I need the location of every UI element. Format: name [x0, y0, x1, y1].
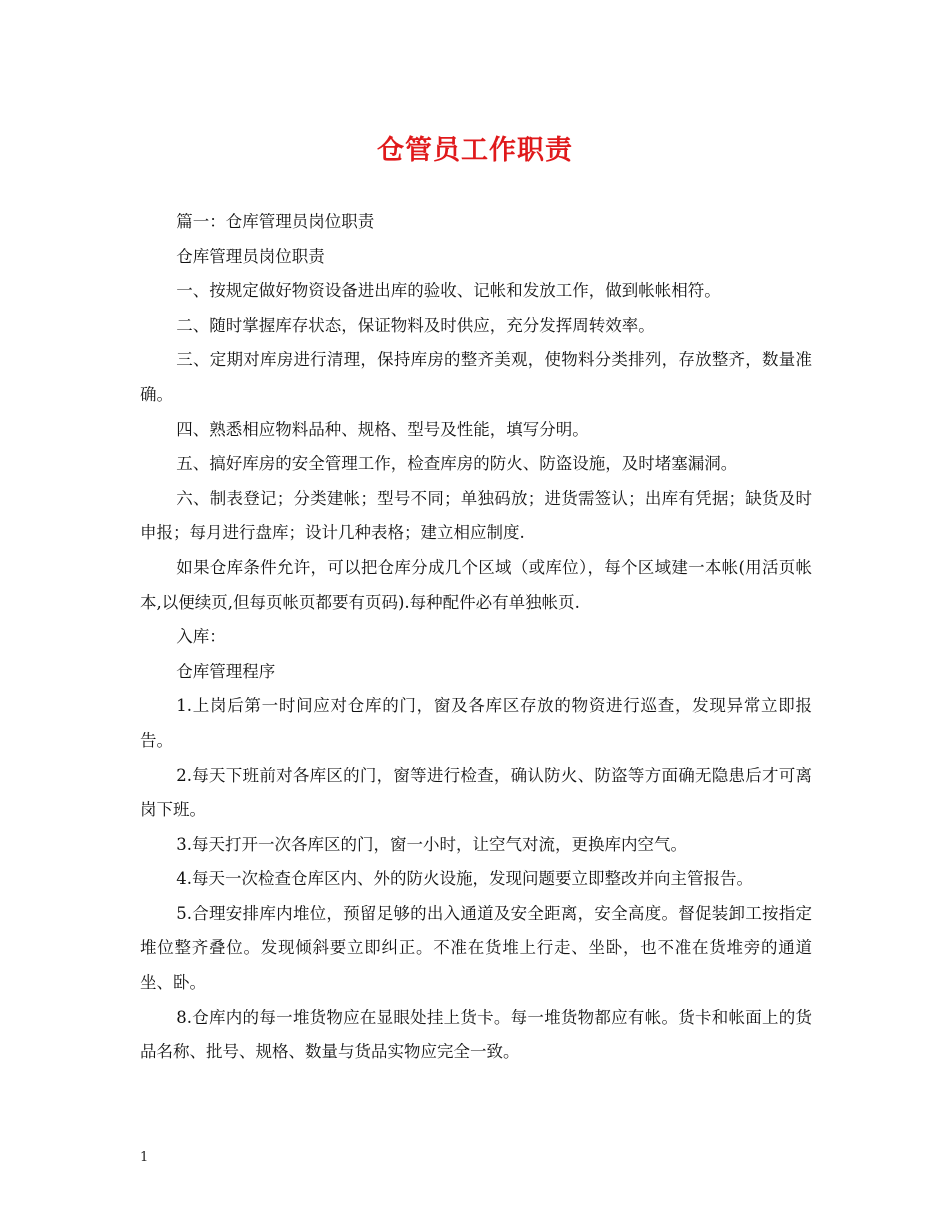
- document-body: [140, 205, 812, 1070]
- paragraph: 仓库管理员岗位职责: [176, 246, 325, 266]
- paragraph: 篇一：仓库管理员岗位职责: [176, 212, 375, 231]
- paragraph: 仓库管理程序: [176, 661, 276, 681]
- paragraph: 1.上岗后第一时间应对仓库的门，窗及各库区存放的物资进行巡查，发现异常立即报告。: [140, 696, 812, 750]
- paragraph: 二、随时掌握库存状态，保证物料及时供应，充分发挥周转效率。: [176, 315, 655, 335]
- paragraph: 如果仓库条件允许，可以把仓库分成几个区域（或库位），每个区域建一本帐(用活页帐本,以便续页,但每页帐页都要有页码).每种配件必有单独帐页.: [140, 557, 812, 612]
- paragraph: 4.每天一次检查仓库区内、外的防火设施，发现问题要立即整改并向主管报告。: [176, 869, 754, 889]
- paragraph: 四、熟悉相应物料品种、规格、型号及性能，填写分明。: [176, 419, 589, 439]
- paragraph: 8.仓库内的每一堆货物应在显眼处挂上货卡。每一堆货物都应有帐。货卡和帐面上的货品名称、批号、规格、数量与货品实物应完全一致。: [140, 1007, 812, 1062]
- page-title: 仓管员工作职责: [377, 135, 573, 166]
- paragraph: 5.合理安排库内堆位，预留足够的出入通道及安全距离，安全高度。督促装卸工按指定堆位整齐叠位。发现倾斜要立即纠正。不准在货堆上行走、坐卧，也不准在货堆旁的通道坐、卧。: [140, 903, 812, 993]
- paragraph: 五、搞好库房的安全管理工作，检查库房的防火、防盗设施，及时堵塞漏洞。: [176, 454, 738, 474]
- paragraph: 六、制表登记；分类建帐；型号不同；单独码放；进货需签认；出库有凭据；缺货及时申报；每月进行盘库；设计几种表格；建立相应制度.: [140, 488, 812, 543]
- paragraph: 三、定期对库房进行清理，保持库房的整齐美观，使物料分类排列，存放整齐，数量准确。: [140, 350, 812, 404]
- paragraph: 2.每天下班前对各库区的门，窗等进行检查，确认防火、防盗等方面确无隐患后才可离岗下班。: [140, 765, 812, 820]
- paragraph: 入库：: [176, 627, 226, 647]
- paragraph: 3.每天打开一次各库区的门，窗一小时，让空气对流，更换库内空气。: [176, 834, 688, 854]
- paragraph: 一、按规定做好物资设备进出库的验收、记帐和发放工作，做到帐帐相符。: [176, 281, 721, 301]
- page-number: 1: [140, 1150, 149, 1165]
